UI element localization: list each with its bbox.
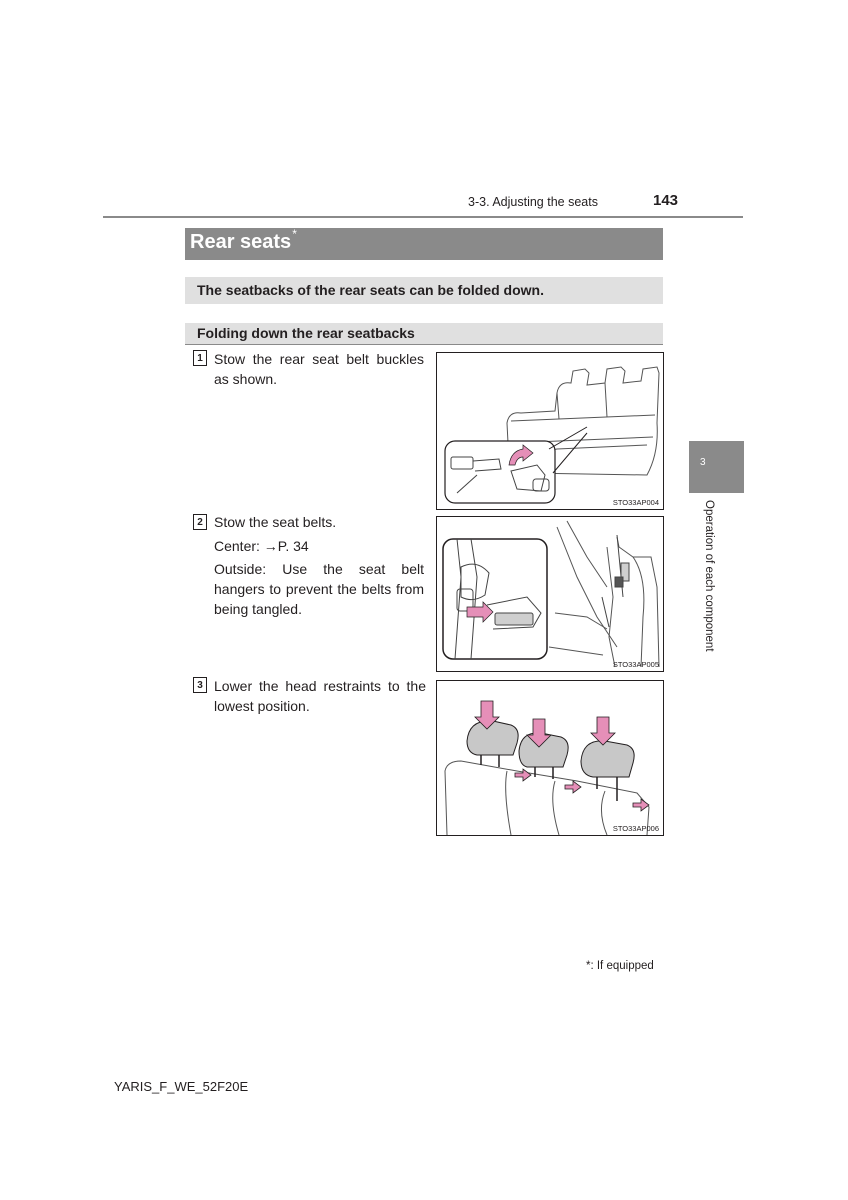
- step-1-text: Stow the rear seat belt buckles as shown.: [214, 351, 424, 387]
- subheading-text: Folding down the rear seatbacks: [197, 325, 415, 341]
- chapter-tab-number: 3: [700, 457, 706, 468]
- page-title: [190, 227, 297, 254]
- document-code: YARIS_F_WE_52F20E: [114, 1079, 249, 1094]
- head-restraints-illustration: [437, 681, 663, 835]
- step-2-outside-text: Outside: Use the seat belt hangers to prevent the belts from being tangled.: [214, 561, 424, 617]
- if-equipped-mark: *: [292, 227, 297, 241]
- step-2-center-ref: Center: →P. 34: [214, 538, 309, 554]
- step-3-text: Lower the head restraints to the lowest position.: [214, 678, 426, 714]
- step-number-2: 2: [193, 514, 207, 530]
- step-2-text: Stow the seat belts.: [214, 514, 337, 530]
- figure-seat-belt-hangers: [436, 516, 664, 672]
- chapter-tab-label: Operation of each component: [703, 500, 715, 652]
- intro-text: The seatbacks of the rear seats can be folded down.: [197, 282, 544, 298]
- figure-head-restraints: [436, 680, 664, 836]
- seat-belt-hangers-illustration: [437, 517, 663, 671]
- header-divider: [103, 216, 743, 218]
- page-title-text: Rear seats: [190, 231, 292, 253]
- page-number: 143: [653, 192, 679, 209]
- step-number-1: 1: [193, 350, 207, 366]
- figure-code-1: STO33AP004: [612, 498, 659, 507]
- rear-seat-buckles-illustration: [437, 353, 663, 509]
- figure-rear-seat-buckles: [436, 352, 664, 510]
- figure-code-2: STO33AP005: [612, 660, 659, 669]
- footnote: *: If equipped: [586, 960, 654, 972]
- section-title: 3-3. Adjusting the seats: [468, 195, 598, 209]
- chapter-tab[interactable]: [689, 441, 744, 493]
- step-number-3: 3: [193, 677, 207, 693]
- figure-code-3: STO33AP006: [612, 824, 659, 833]
